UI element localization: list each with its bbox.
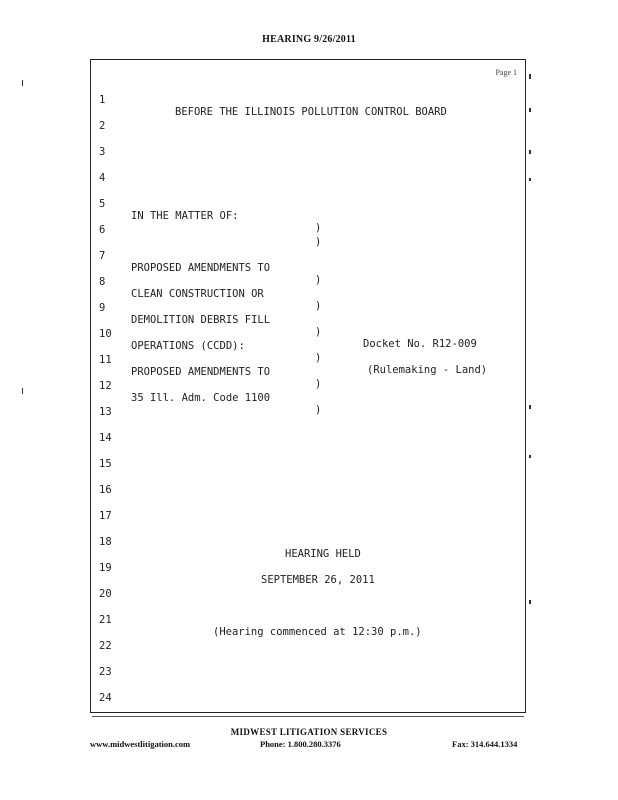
footer-fax: Fax: 314.644.1334: [452, 739, 518, 749]
line-text: IN THE MATTER OF:: [131, 210, 239, 222]
line-text: DEMOLITION DEBRIS FILL: [131, 314, 271, 326]
line-text: PROPOSED AMENDMENTS TO: [131, 262, 271, 274]
bottom-rule: [92, 716, 524, 717]
line-text: BEFORE THE ILLINOIS POLLUTION CONTROL BOARD: [175, 106, 447, 118]
line-number: 11: [99, 354, 112, 366]
transcript-line: [91, 602, 527, 638]
line-number: 17: [99, 510, 112, 522]
line-number: 9: [99, 302, 106, 314]
line-number: 16: [99, 484, 112, 496]
scan-speck: [22, 388, 23, 394]
caption-paren: ): [315, 222, 322, 234]
transcript-line: [91, 680, 527, 704]
line-number: 3: [99, 146, 106, 158]
transcript-line: [91, 108, 527, 132]
transcript-line: [91, 212, 527, 248]
scan-speck: [529, 74, 531, 79]
line-number: 22: [99, 640, 112, 652]
line-number: 21: [99, 614, 112, 626]
transcript-line: [91, 472, 527, 496]
line-number: 6: [99, 224, 106, 236]
footer-company: MIDWEST LITIGATION SERVICES: [230, 727, 388, 737]
line-text: OPERATIONS (CCDD):: [131, 340, 245, 352]
line-number: 19: [99, 562, 112, 574]
line-number: 8: [99, 276, 106, 288]
line-number: 15: [99, 458, 112, 470]
footer-phone: Phone: 1.800.280.3376: [260, 739, 341, 749]
transcript-line: [91, 82, 527, 118]
caption-paren: ): [315, 378, 322, 390]
line-text: CLEAN CONSTRUCTION OR: [131, 288, 264, 300]
transcript-line: [91, 446, 527, 470]
scan-speck: [529, 405, 531, 409]
docket-number: Docket No. R12-009: [363, 338, 477, 350]
line-number: 12: [99, 380, 112, 392]
scan-speck: [529, 455, 531, 458]
line-number: 14: [99, 432, 112, 444]
line-number: 13: [99, 406, 112, 418]
caption-paren: ): [315, 404, 322, 416]
caption-paren: ): [315, 326, 322, 338]
line-number: 10: [99, 328, 112, 340]
line-number: 20: [99, 588, 112, 600]
line-text: SEPTEMBER 26, 2011: [261, 574, 375, 586]
footer-contact: [90, 739, 530, 751]
scan-speck: [529, 178, 531, 181]
caption-paren: ): [315, 236, 322, 248]
transcript-line: [91, 576, 527, 600]
transcript-line: [91, 524, 527, 560]
scan-speck: [529, 150, 531, 154]
scan-speck: [22, 80, 23, 86]
page-number-label: Page 1: [495, 68, 517, 77]
line-number: 5: [99, 198, 106, 210]
footer-website: www.midwestlitigation.com: [90, 739, 191, 749]
line-text: PROPOSED AMENDMENTS TO: [131, 366, 271, 378]
transcript-line: [91, 498, 527, 522]
line-text: HEARING HELD: [285, 548, 361, 560]
transcript-line: [91, 394, 527, 418]
transcript-line: [91, 420, 527, 444]
line-number: 23: [99, 666, 112, 678]
line-number: 7: [99, 250, 106, 262]
transcript-line: [91, 654, 527, 678]
document-header: HEARING 9/26/2011: [262, 34, 356, 45]
caption-paren: ): [315, 274, 322, 286]
transcript-line: [91, 134, 527, 158]
transcript-line: [91, 264, 527, 312]
line-number: 2: [99, 120, 106, 132]
transcript-line: [91, 628, 527, 652]
transcript-page: [90, 59, 526, 713]
line-number: 18: [99, 536, 112, 548]
line-number: 24: [99, 692, 112, 704]
scan-speck: [529, 600, 531, 604]
transcript-line: [91, 550, 527, 586]
line-number: 4: [99, 172, 106, 184]
docket-type: (Rulemaking - Land): [367, 364, 488, 376]
scan-speck: [529, 108, 531, 112]
transcript-line: [91, 186, 527, 234]
line-text: (Hearing commenced at 12:30 p.m.): [213, 626, 422, 638]
transcript-line: [91, 160, 527, 184]
line-number: 1: [99, 94, 106, 106]
caption-paren: ): [315, 300, 322, 312]
line-text: 35 Ill. Adm. Code 1100: [131, 392, 271, 404]
caption-paren: ): [315, 352, 322, 364]
transcript-line: [91, 238, 527, 286]
